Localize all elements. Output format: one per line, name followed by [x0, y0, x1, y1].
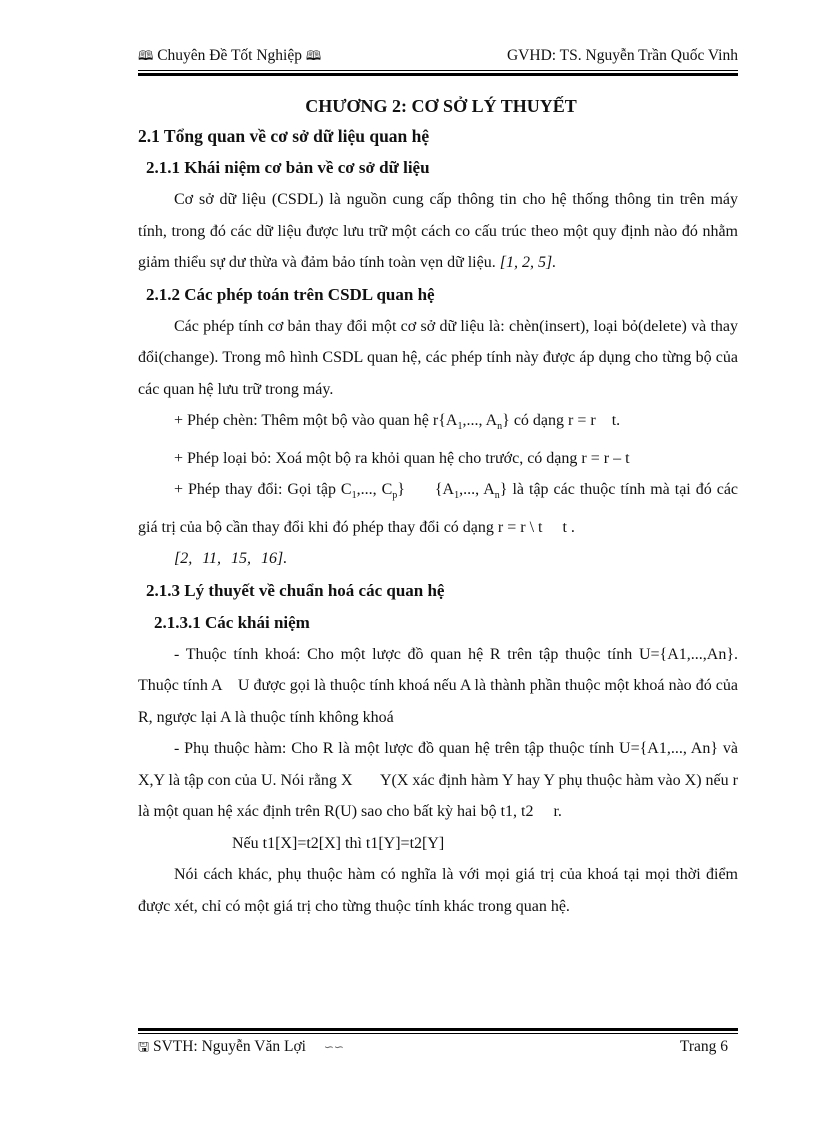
paragraph-conclusion: Nói cách khác, phụ thuộc hàm có nghĩa là với mọi giá trị của khoá tại mọi thời điểm được xét, chỉ có một giá trị cho từng thuộc tính khác trong quan hệ.	[138, 866, 738, 915]
text: ,..., C	[356, 481, 393, 499]
text: + Phép thay đổi: Gọi tập C	[174, 481, 352, 499]
paragraph-key-attribute: - Thuộc tính khoá: Cho một lược đồ quan hệ R trên tập thuộc tính U={A1,...,An}. Thuộc tính A U được gọi là thuộc tính khoá nếu A là thành phần thuộc một khoá nào đó của R, ngược lại A là thuộc tính không khoá	[138, 645, 742, 726]
subscript: 1	[457, 421, 463, 433]
section-2-1-3-1-heading: 2.1.3.1 Các khái niệm	[154, 612, 310, 632]
text: ,..., A	[462, 412, 498, 429]
book-icon: 🕮	[138, 49, 154, 64]
paragraph-text: Cơ sở dữ liệu (CSDL) là nguồn cung cấp thông tin cho hệ thống thông tin trên máy tính, trong đó các dữ liệu được lưu trữ một cách co cấu trúc theo một quy định nào đó nhằm giảm thiểu sự dư thừa và đảm bảo tính toàn vẹn dữ liệu.	[138, 191, 738, 271]
paragraph-functional-dependency: - Phụ thuộc hàm: Cho R là một lược đồ quan hệ trên tập thuộc tính U={A1,..., An} và X,Y là tập con của U. Nói rằng X Y(X xác định hàm Y hay Y phụ thuộc hàm vào X) nếu r là một quan hệ xác định trên R(U) sao cho bất kỳ hai bộ t1, t2 r.	[138, 740, 742, 821]
footer-left	[138, 1038, 344, 1060]
text: } là tập các thuộc tính mà tại đó các giá trị của bộ cần thay đổi khi đó phép thay đổi có dạng r = r \ t t .	[138, 481, 743, 536]
operation-insert	[138, 405, 738, 443]
book-icon: 🕮	[305, 49, 322, 64]
section-2-1-1-heading: 2.1.1 Khái niệm cơ bản về cơ sở dữ liệu	[146, 158, 430, 177]
header-left	[138, 47, 321, 69]
disk-icon: 🖫	[138, 1040, 150, 1055]
citation-2: [2, 11, 15, 16].	[174, 550, 288, 568]
text: } có dạng r = r t.	[502, 412, 621, 429]
footer-rule-thin	[138, 1033, 738, 1034]
paragraph-operations: Các phép tính cơ bản thay đổi một cơ sở dữ liệu là: chèn(insert), loại bỏ(delete) và thay đổi(change). Trong mô hình CSDL quan hệ, các phép tính này được áp dụng cho từng bộ của các quan hệ lưu trữ trong máy.	[138, 317, 738, 398]
header-title: Chuyên Đề Tốt Nghiệp	[157, 47, 302, 64]
formula: Nếu t1[X]=t2[X] thì t1[Y]=t2[Y]	[232, 834, 445, 852]
operation-delete: + Phép loại bỏ: Xoá một bộ ra khỏi quan hệ cho trước, có dạng r = r – t	[174, 449, 630, 467]
subscript: n	[497, 421, 503, 433]
header-rule-thin	[138, 70, 738, 71]
footer-rule-thick	[138, 1028, 738, 1031]
chapter-title: CHƯƠNG 2: CƠ SỞ LÝ THUYẾT	[305, 96, 577, 116]
subscript: n	[494, 490, 500, 502]
subscript: p	[392, 490, 398, 502]
page-header	[138, 45, 738, 67]
citation: [1, 2, 5].	[499, 254, 557, 271]
operation-change	[138, 474, 743, 543]
text: + Phép chèn: Thêm một bộ vào quan hệ r{A	[174, 412, 458, 429]
header-rule-thick	[138, 73, 738, 76]
paragraph-csdl-definition	[138, 184, 738, 279]
subscript: 1	[454, 490, 460, 502]
footer-student: SVTH: Nguyễn Văn Lợi	[152, 1038, 306, 1055]
section-2-1-2-heading: 2.1.2 Các phép toán trên CSDL quan hệ	[146, 284, 435, 304]
text: } {A	[397, 481, 455, 499]
page-body	[138, 92, 743, 922]
page-number: Trang 6	[679, 1038, 728, 1055]
subscript: 1	[351, 490, 357, 502]
text: ,..., A	[459, 481, 495, 499]
header-advisor: GVHD: TS. Nguyễn Trần Quốc Vinh	[506, 47, 738, 64]
section-2-1-heading: 2.1 Tổng quan về cơ sở dữ liệu quan hệ	[138, 126, 430, 146]
signature-mark-icon: ∽∽	[323, 1040, 344, 1054]
section-2-1-3-heading: 2.1.3 Lý thuyết về chuẩn hoá các quan hệ	[146, 580, 445, 600]
